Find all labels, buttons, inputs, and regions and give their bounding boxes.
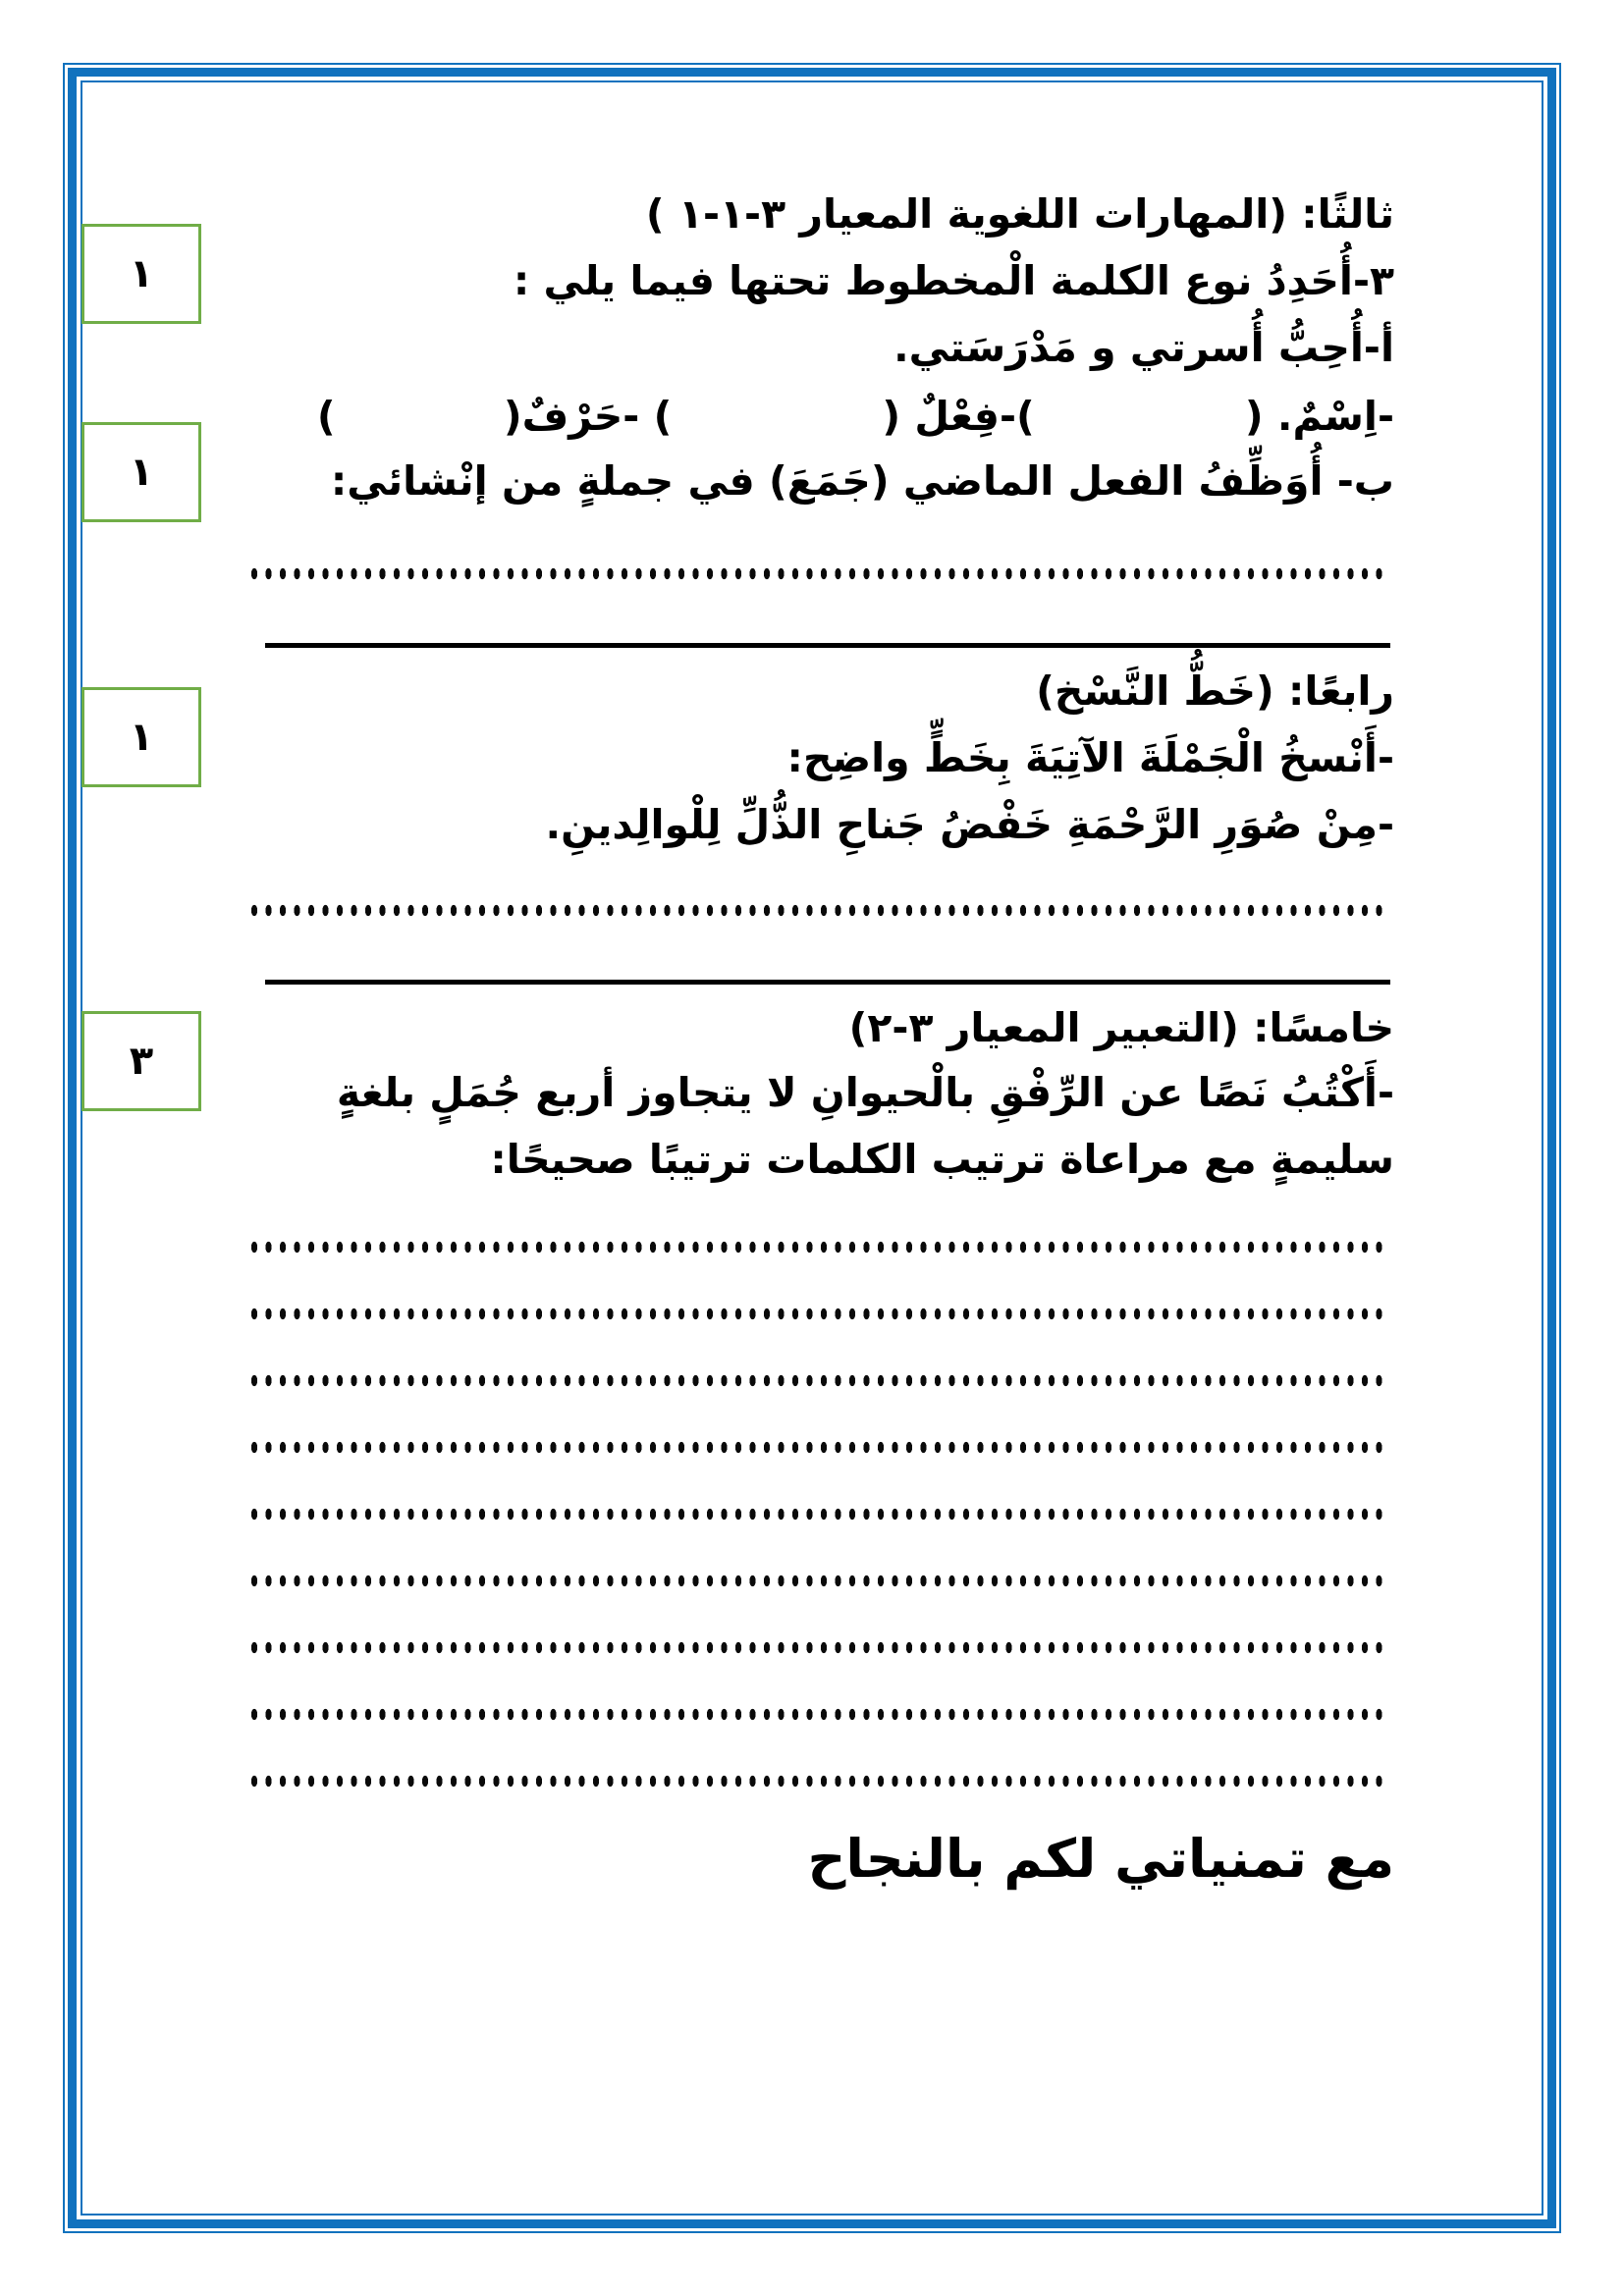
section4-title: رابعًا: (خَطُّ النَّسْخ) — [1036, 667, 1394, 715]
question3b-text: ب- أُوَظِّفُ الفعل الماضي (جَمَعَ) في جملةٍ من إنْشائي: — [330, 457, 1394, 505]
score-box-section4 — [81, 687, 201, 787]
section-divider-rule — [265, 980, 1390, 985]
answer-dotted-line — [247, 1239, 1390, 1255]
score-box-qb — [81, 422, 201, 522]
score-box-q3 — [81, 224, 201, 324]
answer-dotted-line — [247, 1372, 1390, 1389]
question3a-options: -اِسْمٌ. ( )-فِعْلٌ ( ) -حَرْفٌ( ) — [316, 393, 1394, 440]
score-value: ٣ — [129, 1039, 154, 1084]
answer-dotted-line — [247, 565, 1390, 582]
question3a-sentence: أ-أُحِبُّ أُسرتي و مَدْرَسَتي. — [893, 324, 1394, 371]
answer-dotted-line — [247, 1573, 1390, 1589]
score-value: ١ — [129, 715, 154, 760]
closing-wish: مع تمنياتي لكم بالنجاح — [807, 1828, 1394, 1890]
section4-sentence: -مِنْ صُوَرِ الرَّحْمَةِ خَفْضُ جَناحِ الذُّلِّ لِلْوالِدينِ. — [545, 801, 1394, 848]
score-box-section5 — [81, 1011, 201, 1111]
score-value: ١ — [129, 450, 154, 495]
answer-dotted-line — [247, 1439, 1390, 1456]
essay-answer-area — [0, 1239, 1624, 1808]
answer-dotted-line — [247, 1306, 1390, 1322]
section-divider-rule — [265, 643, 1390, 648]
answer-dotted-line — [247, 902, 1390, 919]
section5-prompt-line1: -أَكْتُبُ نَصًا عن الرِّفْقِ بالْحيوانِ لا يتجاوز أربع جُمَلٍ بلغةٍ — [336, 1069, 1394, 1116]
answer-dotted-line — [247, 1773, 1390, 1789]
section4-instruction: -أَنْسخُ الْجَمْلَةَ الآتِيَةَ بِخَطٍّ واضِح: — [786, 734, 1394, 781]
section5-prompt-line2: سليمةٍ مع مراعاة ترتيب الكلمات ترتيبًا صحيحًا: — [490, 1136, 1394, 1183]
answer-dotted-line — [247, 1506, 1390, 1522]
answer-dotted-line — [247, 1639, 1390, 1656]
section5-title: خامسًا: (التعبير المعيار ٣-٢) — [848, 1004, 1394, 1051]
question3-text: ٣-أُحَدِدُ نوع الكلمة الْمخطوط تحتها فيما يلي : — [513, 257, 1394, 304]
section3-title: ثالثًا: (المهارات اللغوية المعيار ٣-١-١ ) — [645, 190, 1394, 238]
score-value: ١ — [129, 251, 154, 296]
answer-dotted-line — [247, 1706, 1390, 1723]
